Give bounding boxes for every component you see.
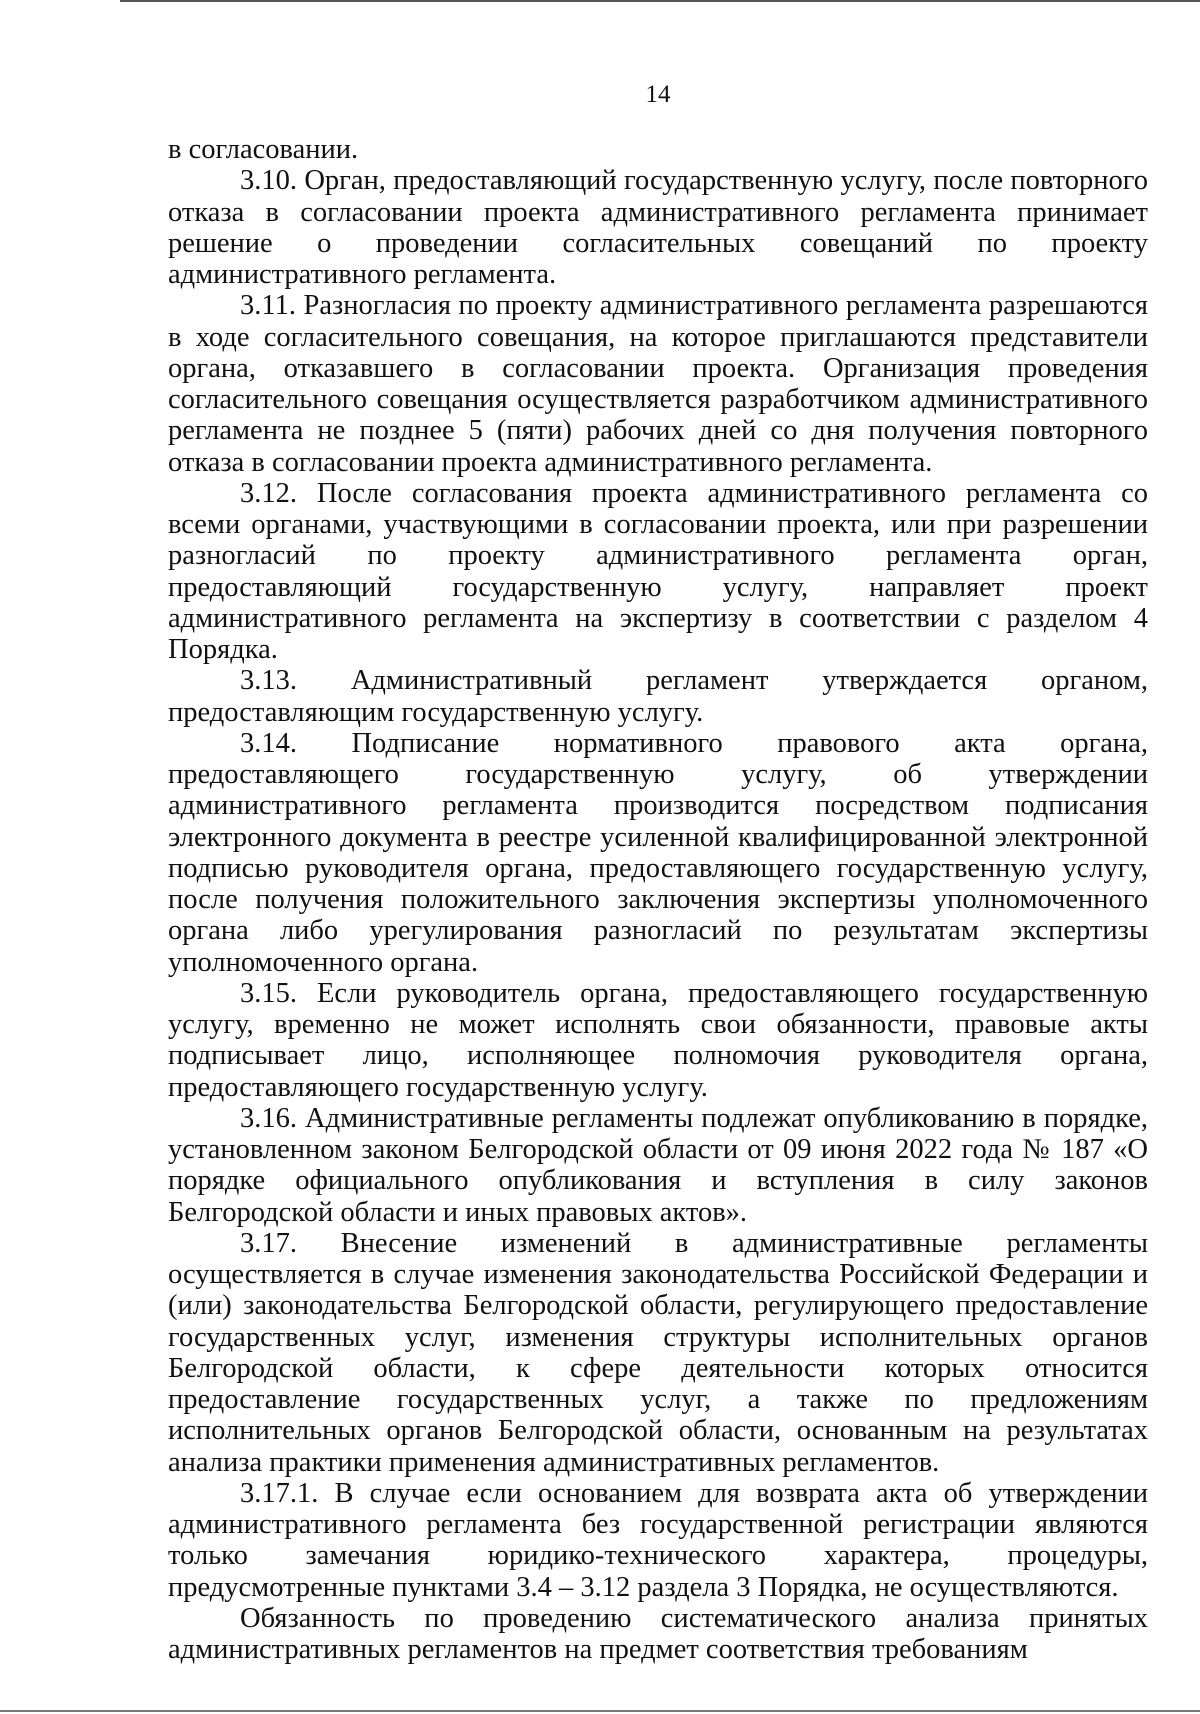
page-bottom-edge: [0, 1710, 1200, 1712]
page-top-edge: [120, 0, 1200, 2]
paragraph-3-15: 3.15. Если руководитель органа, предоставляющего государственную услугу, временно не может исполнять свои обязанности, правовые акты подписывает лицо, исполняющее полномочия руководителя органа, предоставляющего государственную услугу.: [168, 977, 1148, 1103]
paragraph-3-11: 3.11. Разногласия по проекту административного регламента разрешаются в ходе согласительного совещания, на которое приглашаются представители органа, отказавшего в согласовании проекта. Организация проведения согласительного совещания осуществляется разработчиком административного регламента не позднее 5 (пяти) рабочих дней со дня получения повторного отказа в согласовании проекта административного регламента.: [168, 290, 1148, 478]
paragraph-3-17: 3.17. Внесение изменений в административные регламенты осуществляется в случае изменения законодательства Российской Федерации и (или) законодательства Белгородской области, регулирующего предоставление государственных услуг, изменения структуры исполнительных органов Белгородской области, к сфере деятельности которых относится предоставление государственных услуг, а также по предложениям исполнительных органов Белгородской области, основанным на результатах анализа практики применения административных регламентов.: [168, 1227, 1148, 1478]
paragraph-3-14: 3.14. Подписание нормативного правового акта органа, предоставляющего государственную услугу, об утверждении административного регламента производится посредством подписания электронного документа в реестре усиленной квалифицированной электронной подписью руководителя органа, предоставляющего государственную услугу, после получения положительного заключения экспертизы уполномоченного органа либо урегулирования разногласий по результатам экспертизы уполномоченного органа.: [168, 727, 1148, 978]
paragraph-3-13: 3.13. Административный регламент утверждается органом, предоставляющим государственную услугу.: [168, 665, 1148, 728]
paragraph-3-16: 3.16. Административные регламенты подлежат опубликованию в порядке, установленном законом Белгородской области от 09 июня 2022 года № 187 «О порядке официального опубликования и вступления в силу законов Белгородской области и иных правовых актов».: [168, 1102, 1148, 1228]
page-number: 14: [645, 81, 671, 108]
paragraph-3-12: 3.12. После согласования проекта административного регламента со всеми органами, участвующими в согласовании проекта, или при разрешении разногласий по проекту административного регламента орган, предоставляющий государственную услугу, направляет проект административного регламента на экспертизу в соответствии с разделом 4 Порядка.: [168, 477, 1148, 665]
paragraph-continuation: в согласовании.: [168, 134, 359, 165]
paragraph-obligation: Обязанность по проведению систематического анализа принятых административных регламентов на предмет соответствия требованиям: [168, 1602, 1148, 1665]
document-body: [168, 134, 1148, 1665]
paragraph-3-10: 3.10. Орган, предоставляющий государственную услугу, после повторного отказа в согласовании проекта административного регламента принимает решение о проведении согласительных совещаний по проекту административного регламента.: [168, 165, 1148, 290]
paragraph-3-17-1: 3.17.1. В случае если основанием для возврата акта об утверждении административного регламента без государственной регистрации являются только замечания юридико-технического характера, процедуры, предусмотренные пунктами 3.4 – 3.12 раздела 3 Порядка, не осуществляются.: [168, 1477, 1148, 1603]
